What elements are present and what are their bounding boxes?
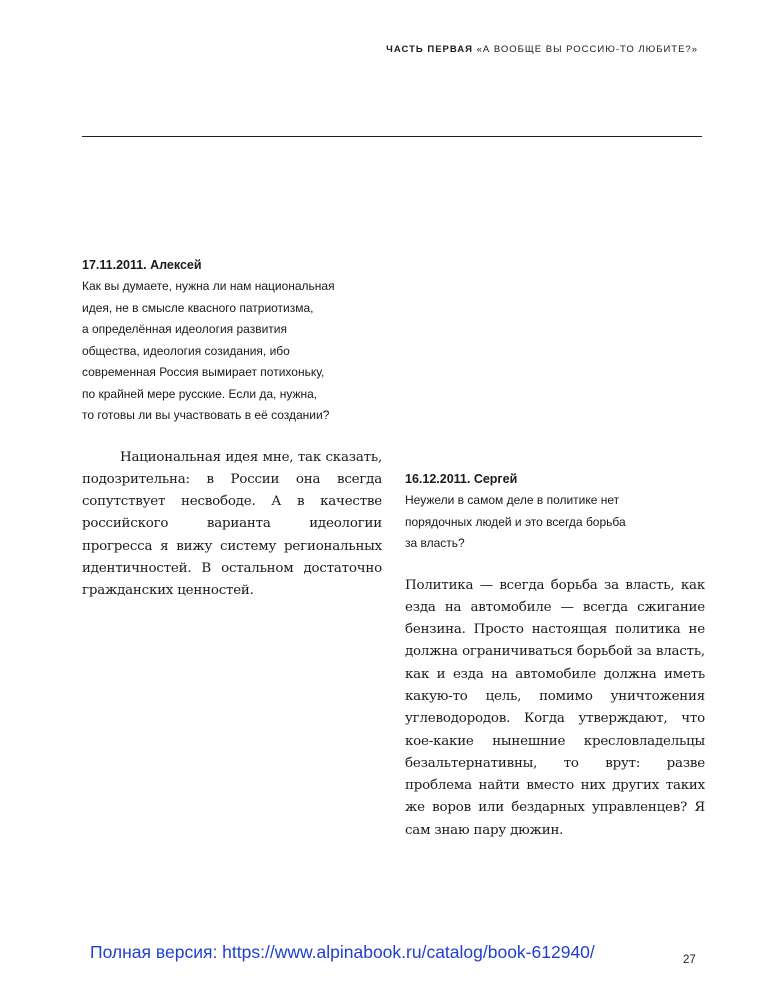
question-line: Неужели в самом деле в политике нет [405,493,620,507]
question-text [82,276,382,427]
question-text [405,490,705,555]
page-number: 27 [683,954,696,966]
part-label: ЧАСТЬ ПЕРВАЯ [386,44,473,55]
question-heading: 17.11.2011. Алексей [82,258,202,272]
question-line: Как вы думаете, нужна ли нам национальная [82,279,335,293]
question-line: по крайней мере русские. Если да, нужна, [82,386,318,401]
question-line: современная Россия вымирает потихоньку, [82,365,325,379]
answer-text: Политика — всегда борьба за власть, как езда на автомобиле — всегда сжигание бензина. Просто настоящая политика не должна ограничиваться борьбой за власть, как и езда на автомобиле должна иметь какую-то цель, помимо уничтожения углеводородов. Когда утверждают, что кое-какие нынешние кресловладельцы безальтернативны, то врут: разве проблема найти вместо них других таких же воров или бездарных управленцев? Я сам знаю пару дюжин. [405,577,705,838]
full-version-link[interactable]: Полная версия: https://www.alpinabook.ru/catalog/book-612940/ [90,942,595,962]
question-heading: 16.12.2011. Сергей [405,472,518,486]
running-header [386,44,698,55]
question-line: а определённая идеология развития [82,322,287,336]
question-line: идея, не в смысле квасного патриотизма, [82,300,314,315]
question-line: общества, идеология созидания, ибо [82,343,290,358]
entry-alexey [82,258,382,616]
answer-text: Национальная идея мне, так сказать, подозрительна: в России она всегда сопутствует несвободе. А в качестве российского варианта идеологии прогресса я вижу систему региональных идентичностей. В остальном достаточно гражданских ценностей. [82,449,382,599]
question-line: порядочных людей и это всегда борьба [405,514,626,529]
question-line: то готовы ли вы участвовать в её создании? [82,408,330,422]
question-line: за власть? [405,536,465,550]
header-divider [82,136,702,137]
chapter-title: «А ВООБЩЕ ВЫ РОССИЮ-ТО ЛЮБИТЕ?» [476,44,698,55]
entry-sergey [405,472,705,855]
